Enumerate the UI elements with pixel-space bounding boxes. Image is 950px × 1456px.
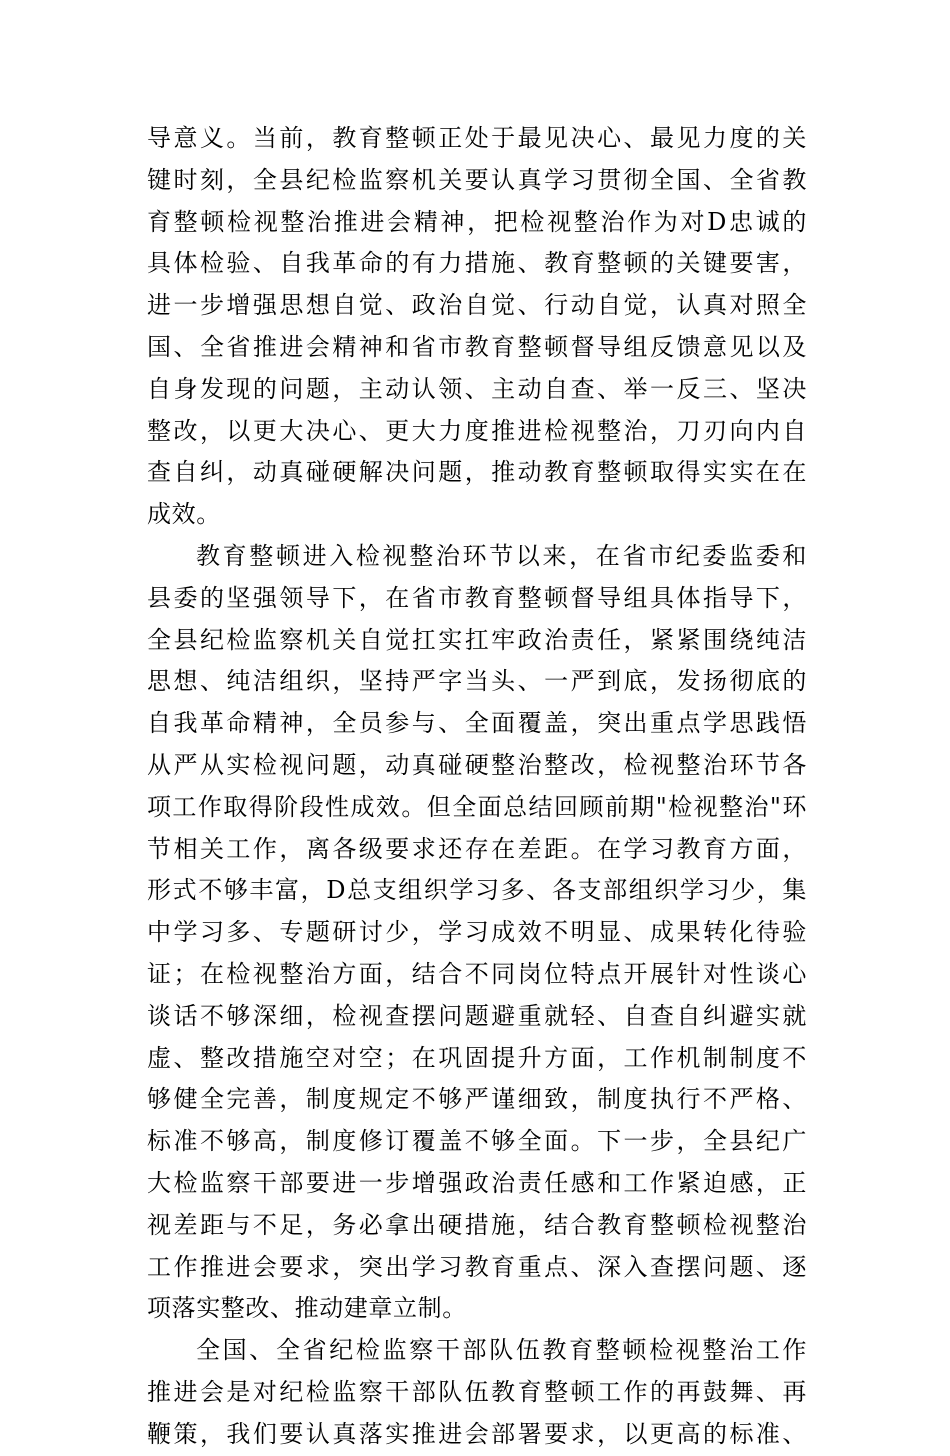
text-line: 节相关工作，离各级要求还存在差距。在学习教育方面， <box>147 834 807 863</box>
text-line: 思想、纯洁组织，坚持严字当头、一严到底，发扬彻底的 <box>147 667 807 696</box>
text-line: 大检监察干部要进一步增强政治责任感和工作紧迫感，正 <box>147 1168 807 1197</box>
text-line: 成效。 <box>147 500 221 529</box>
text-line: 证；在检视整治方面，结合不同岗位特点开展针对性谈心 <box>147 959 807 988</box>
text-line: 从严从实检视问题，动真碰硬整治整改，检视整治环节各 <box>147 750 807 779</box>
text-line: 中学习多、专题研讨少，学习成效不明显、成果转化待验 <box>147 918 807 947</box>
text-line: 够健全完善，制度规定不够严谨细致，制度执行不严格、 <box>147 1085 807 1114</box>
text-line: 键时刻，全县纪检监察机关要认真学习贯彻全国、全省教 <box>147 165 807 194</box>
text-line: 全国、全省纪检监察干部队伍教育整顿检视整治工作 <box>196 1336 807 1365</box>
text-line: 导意义。当前，教育整顿正处于最见决心、最见力度的关 <box>147 124 807 152</box>
text-line: 自我革命精神，全员参与、全面覆盖，突出重点学思践悟 <box>147 709 807 738</box>
text-line: 教育整顿进入检视整治环节以来，在省市纪委监委和 <box>196 541 807 570</box>
text-line: 进一步增强思想自觉、政治自觉、行动自觉，认真对照全 <box>147 291 807 320</box>
text-line: 标准不够高，制度修订覆盖不够全面。下一步，全县纪广 <box>147 1127 807 1156</box>
text-line: 项工作取得阶段性成效。但全面总结回顾前期"检视整治"环 <box>147 792 807 821</box>
text-line: 形式不够丰富，D总支组织学习多、各支部组织学习少，集 <box>147 876 807 905</box>
paragraph-1 <box>147 118 807 536</box>
paragraph-2 <box>147 536 807 1330</box>
text-line: 国、全省推进会精神和省市教育整顿督导组反馈意见以及 <box>147 332 807 361</box>
text-line: 县委的坚强领导下，在省市教育整顿督导组具体指导下， <box>147 583 807 612</box>
text-line: 全县纪检监察机关自觉扛实扛牢政治责任，紧紧围绕纯洁 <box>147 625 807 654</box>
text-line: 整改，以更大决心、更大力度推进检视整治，刀刃向内自 <box>147 416 807 445</box>
text-line: 推进会是对纪检监察干部队伍教育整顿工作的再鼓舞、再 <box>147 1377 807 1406</box>
text-line: 育整顿检视整治推进会精神，把检视整治作为对D忠诚的 <box>147 207 807 236</box>
paragraph-3 <box>147 1330 807 1455</box>
document-body <box>147 118 807 1456</box>
text-line: 工作推进会要求，突出学习教育重点、深入查摆问题、逐 <box>147 1252 807 1281</box>
text-line: 查自纠，动真碰硬解决问题，推动教育整顿取得实实在在 <box>147 458 807 487</box>
text-line: 项落实整改、推动建章立制。 <box>147 1294 467 1323</box>
text-line: 谈话不够深细，检视查摆问题避重就轻、自查自纠避实就 <box>147 1001 807 1030</box>
text-line: 具体检验、自我革命的有力措施、教育整顿的关键要害， <box>147 249 807 278</box>
text-line: 虚、整改措施空对空；在巩固提升方面，工作机制制度不 <box>147 1043 807 1072</box>
text-line: 鞭策，我们要认真落实推进会部署要求，以更高的标准、 <box>147 1419 807 1448</box>
text-line: 视差距与不足，务必拿出硬措施，结合教育整顿检视整治 <box>147 1210 807 1239</box>
text-line: 自身发现的问题，主动认领、主动自查、举一反三、坚决 <box>147 374 807 403</box>
